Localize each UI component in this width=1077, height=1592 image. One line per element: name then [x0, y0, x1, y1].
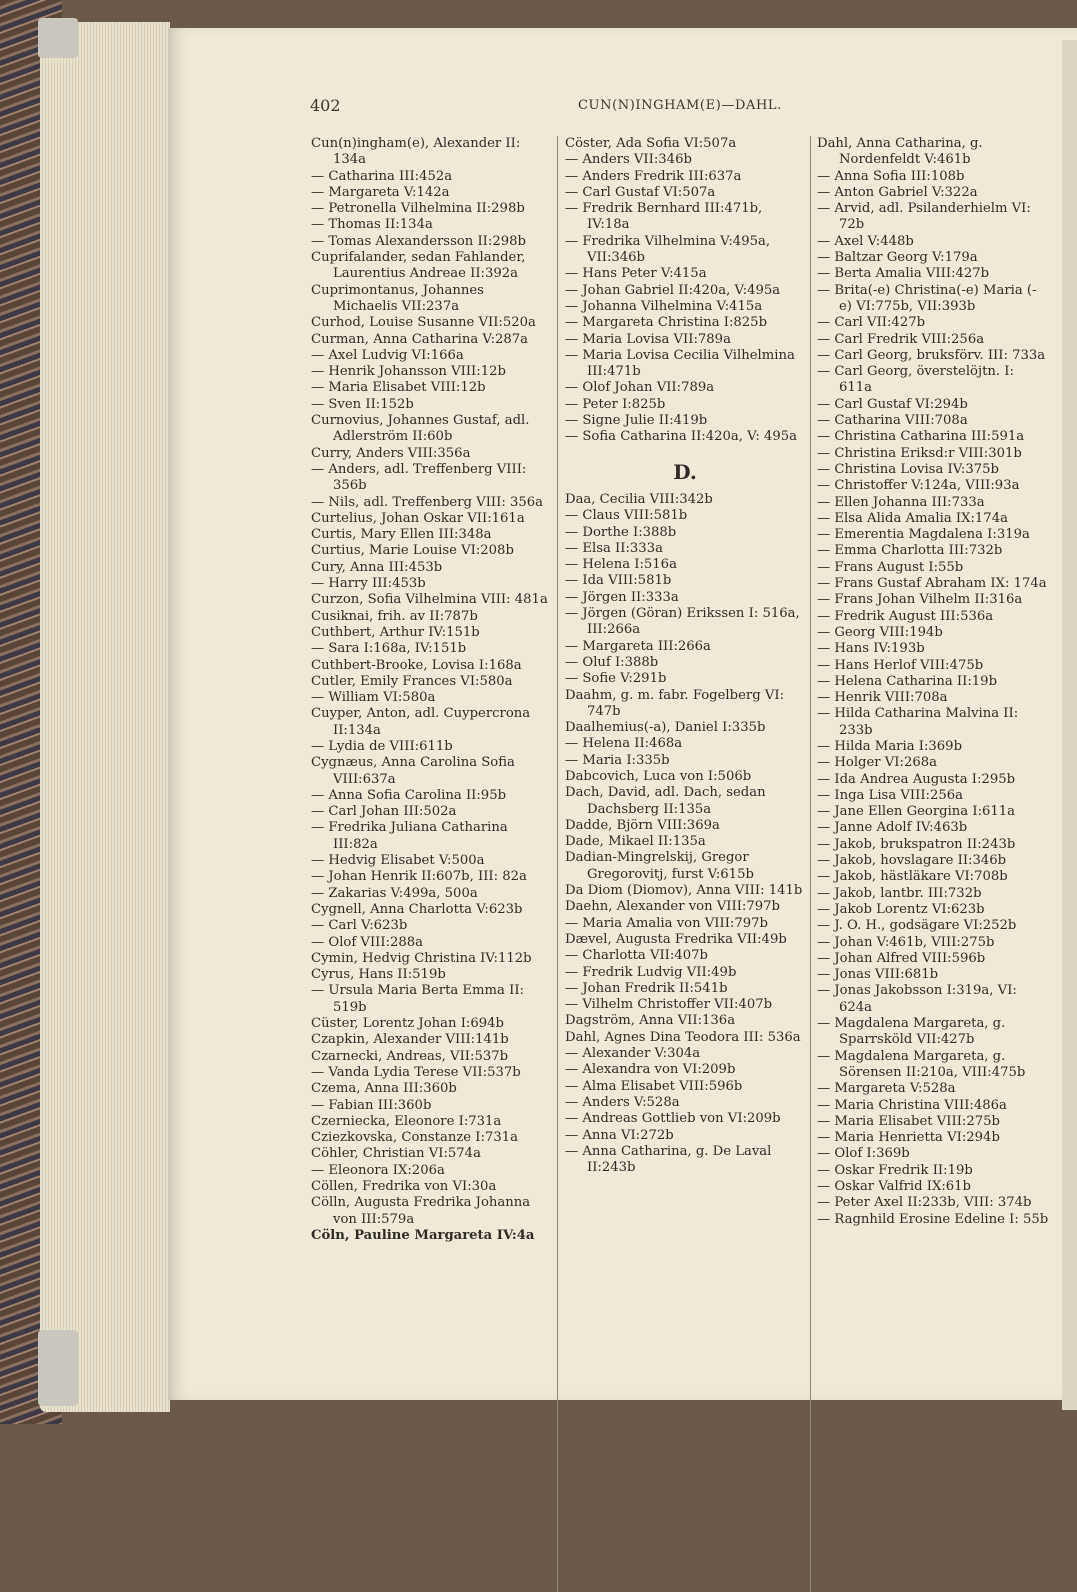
index-entry: Cutler, Emily Frances VI:580a	[311, 673, 513, 689]
index-entry: Cuthbert-Brooke, Lovisa I:168a	[311, 657, 522, 673]
index-entry: — Maria Amalia von VIII:797b	[565, 915, 768, 931]
index-entry: — Sofia Catharina II:420a, V: 495a	[565, 429, 798, 445]
index-entry: Cymin, Hedvig Christina IV:112b	[311, 950, 532, 966]
index-entry: Curman, Anna Catharina V:287a	[311, 331, 529, 347]
index-entry: — Hedvig Elisabet V:500a	[311, 853, 485, 869]
index-entry: — Helena I:516a	[565, 557, 677, 573]
index-entry: — Carl Fredrik VIII:256a	[817, 331, 985, 347]
index-entry: — Elsa Alida Amalia IX:174a	[817, 510, 1008, 526]
index-entry: — Elsa II:333a	[565, 540, 663, 556]
index-entry: Daa, Cecilia VIII:342b	[565, 491, 713, 507]
index-entry: — Jakob, hovslagare II:346b	[817, 853, 1007, 869]
index-entry: — Ellen Johanna III:733a	[817, 494, 985, 510]
index-entry: — Maria I:335b	[565, 752, 670, 768]
index-entry: — Magdalena Margareta, g. Sörensen II:210a, VIII:475b	[817, 1048, 1026, 1080]
index-entry: — Jonas Jakobsson I:319a, VI: 624a	[817, 983, 1017, 1015]
index-entry: Cuyper, Anton, adl. Cuypercrona II:134a	[311, 706, 531, 738]
index-entry: Dabcovich, Luca von I:506b	[565, 768, 752, 784]
index-entry: — Carl Gustaf VI:294b	[817, 396, 968, 412]
index-entry: — Brita(-e) Christina(-e) Maria (-e) VI:775b, VII:393b	[817, 282, 1037, 314]
index-entry: Cusiknai, frih. av II:787b	[311, 608, 478, 624]
index-entry: Cöln, Pauline Margareta IV:4a	[311, 1227, 535, 1243]
index-entry: — Oskar Fredrik II:19b	[817, 1162, 973, 1178]
index-entry: — Margareta V:142a	[311, 184, 450, 200]
index-entry: — Axel Ludvig VI:166a	[311, 347, 464, 363]
index-entry: — Anders V:528a	[565, 1094, 680, 1110]
index-entry: — Maria Christina VIII:486a	[817, 1097, 1007, 1113]
index-entry: — Frans Johan Vilhelm II:316a	[817, 592, 1023, 608]
index-entry: Curhod, Louise Susanne VII:520a	[311, 315, 536, 331]
index-entry: — Nils, adl. Treffenberg VIII: 356a	[311, 494, 543, 510]
index-entry: — Maria Elisabet VIII:275b	[817, 1113, 1000, 1129]
index-entry: — Arvid, adl. Psilanderhielm VI: 72b	[817, 201, 1031, 233]
index-entry: — Signe Julie II:419b	[565, 413, 708, 429]
index-entry: — Fredrik Ludvig VII:49b	[565, 964, 737, 980]
index-entry: Daehn, Alexander von VIII:797b	[565, 899, 780, 915]
index-entry: Cury, Anna III:453b	[311, 559, 443, 575]
index-entry: — Lydia de VIII:611b	[311, 738, 453, 754]
index-entry: — Johan Henrik II:607b, III: 82a	[311, 869, 527, 885]
index-entry: Cun(n)ingham(e), Alexander II: 134a	[311, 136, 521, 168]
index-entry: — Jakob Lorentz VI:623b	[817, 901, 985, 917]
index-entry: Cöllen, Fredrika von VI:30a	[311, 1179, 497, 1194]
index-entry: — Ursula Maria Berta Emma II: 519b	[311, 983, 524, 1015]
index-entry: — Oskar Valfrid IX:61b	[817, 1179, 971, 1194]
index-entry: — Jakob, lantbr. III:732b	[817, 885, 982, 901]
index-entry: Cygnell, Anna Charlotta V:623b	[311, 901, 523, 917]
index-entry: — Anders Fredrik III:637a	[565, 168, 742, 184]
index-entry: — Sofie V:291b	[565, 671, 667, 687]
index-entry: — Anna Sofia Carolina II:95b	[311, 787, 507, 803]
index-entry: — Carl VII:427b	[817, 315, 926, 331]
index-entry: Dævel, Augusta Fredrika VII:49b	[565, 931, 787, 947]
index-entry: Czema, Anna III:360b	[311, 1081, 457, 1097]
index-column-1	[311, 136, 551, 1244]
binding-corner-top	[38, 18, 78, 58]
index-entry: — Maria Lovisa Cecilia Vilhelmina III:471b	[565, 347, 795, 380]
index-entry: Dach, David, adl. Dach, sedan Dachsberg II:135a	[565, 785, 766, 817]
index-entry: Dahl, Agnes Dina Teodora III: 536a	[565, 1029, 801, 1045]
index-entry: — Fredrika Vilhelmina V:495a, VII:346b	[565, 233, 771, 266]
running-head: CUN(N)INGHAM(E)—DAHL.	[578, 98, 782, 113]
index-entry: — Fredrik Bernhard III:471b, IV:18a	[565, 201, 763, 233]
index-entry: — Magdalena Margareta, g. Sparrsköld VII:427b	[817, 1016, 1006, 1048]
index-entry: — Carl Gustaf VI:507a	[565, 184, 716, 200]
index-entry: Da Diom (Diomov), Anna VIII: 141b	[565, 883, 803, 899]
index-entry: Cuprifalander, sedan Fahlander, Laurentius Andreae II:392a	[311, 250, 526, 282]
index-entry: — Margareta V:528a	[817, 1081, 956, 1097]
index-entry: — Tomas Alexandersson II:298b	[311, 233, 526, 249]
index-entry: Curry, Anders VIII:356a	[311, 445, 471, 461]
page-number: 402	[310, 96, 341, 115]
index-entry: — Carl Georg, överstelöjtn. I: 611a	[817, 364, 1014, 396]
index-entry: — Margareta Christina I:825b	[565, 315, 768, 331]
index-entry: — Johan Gabriel II:420a, V:495a	[565, 282, 781, 298]
index-entry: — Jörgen II:333a	[565, 589, 679, 605]
index-entry: — Jakob, brukspatron II:243b	[817, 836, 1016, 852]
index-entry: — Janne Adolf IV:463b	[817, 820, 968, 836]
index-entry: — Emerentia Magdalena I:319a	[817, 527, 1030, 543]
index-entry: — Maria Lovisa VII:789a	[565, 331, 731, 347]
index-entry: — Ida VIII:581b	[565, 573, 672, 589]
index-entry: — Jonas VIII:681b	[817, 967, 939, 983]
index-entry: — Hans Peter V:415a	[565, 266, 707, 282]
index-entry: — Johan V:461b, VIII:275b	[817, 934, 995, 950]
index-entry: — Baltzar Georg V:179a	[817, 250, 978, 266]
index-column-2-top	[565, 136, 805, 446]
index-column-2	[565, 136, 805, 1176]
index-entry: — Henrik VIII:708a	[817, 690, 948, 706]
index-entry: Curzon, Sofia Vilhelmina VIII: 481a	[311, 592, 548, 608]
index-entry: — Jakob, hästläkare VI:708b	[817, 869, 1008, 885]
page-edges	[40, 22, 170, 1412]
index-entry: — Jörgen (Göran) Erikssen I: 516a, III:266a	[565, 606, 800, 638]
index-entry: — Johanna Vilhelmina V:415a	[565, 298, 763, 314]
index-entry: Curtius, Marie Louise VI:208b	[311, 543, 514, 559]
index-entry: Cygnæus, Anna Carolina Sofia VIII:637a	[311, 755, 515, 787]
index-entry: — Christoffer V:124a, VIII:93a	[817, 478, 1020, 494]
index-entry: — Olof VIII:288a	[311, 934, 424, 950]
facing-page-edge	[1062, 40, 1077, 1410]
index-entry: — Zakarias V:499a, 500a	[311, 885, 478, 901]
index-entry: Dahl, Anna Catharina, g. Nordenfeldt V:461b	[817, 136, 983, 168]
index-entry: Daalhemius(-a), Daniel I:335b	[565, 720, 766, 736]
section-letter: D.	[673, 459, 697, 484]
index-entry: — Jane Ellen Georgina I:611a	[817, 804, 1016, 820]
index-entry: — Carl Johan III:502a	[311, 804, 457, 820]
binding-corner-bottom	[38, 1330, 78, 1406]
index-entry: — J. O. H., godsägare VI:252b	[817, 918, 1017, 934]
index-entry: — Carl V:623b	[311, 918, 408, 934]
index-entry: — Fabian III:360b	[311, 1097, 432, 1113]
index-entry: Cöhler, Christian VI:574a	[311, 1146, 481, 1162]
index-entry: — Berta Amalia VIII:427b	[817, 266, 990, 282]
index-entry: Curtis, Mary Ellen III:348a	[311, 527, 492, 543]
index-entry: — Hans Herlof VIII:475b	[817, 657, 984, 673]
index-entry: — Ida Andrea Augusta I:295b	[817, 771, 1016, 787]
index-entry: Dadian-Mingrelskij, Gregor Gregorovitj, furst V:615b	[565, 850, 754, 882]
index-entry: Cüster, Lorentz Johan I:694b	[311, 1016, 504, 1032]
index-entry: — Vanda Lydia Terese VII:537b	[311, 1064, 521, 1080]
index-entry: — Hilda Catharina Malvina II: 233b	[817, 706, 1019, 738]
index-entry: — Harry III:453b	[311, 576, 426, 592]
index-entry: — Ragnhild Erosine Edeline I: 55b	[817, 1211, 1049, 1227]
index-entry: — Fredrika Juliana Catharina III:82a	[311, 820, 508, 852]
index-entry: — Hans IV:193b	[817, 641, 925, 657]
index-entry: — Georg VIII:194b	[817, 624, 943, 640]
index-entry: — William VI:580a	[311, 690, 436, 706]
index-entry: — Hilda Maria I:369b	[817, 738, 963, 754]
index-entry: — Anna VI:272b	[565, 1127, 674, 1143]
index-entry: — Christina Lovisa IV:375b	[817, 461, 999, 477]
index-entry: Dadde, Björn VIII:369a	[565, 817, 720, 833]
index-entry: Cyrus, Hans II:519b	[311, 967, 446, 983]
index-entry: — Anna Sofia III:108b	[817, 168, 965, 184]
index-column-2-bottom	[565, 492, 805, 1176]
index-entry: — Johan Alfred VIII:596b	[817, 950, 986, 966]
index-entry: Cölln, Augusta Fredrika Johanna von III:579a	[311, 1195, 531, 1227]
index-entry: — Peter Axel II:233b, VIII: 374b	[817, 1195, 1032, 1211]
index-entry: Cziezkovska, Constanze I:731a	[311, 1130, 518, 1146]
index-entry: — Olof Johan VII:789a	[565, 380, 715, 396]
index-entry: — Alexandra von VI:209b	[565, 1062, 736, 1078]
column-rule	[557, 136, 558, 1592]
index-entry: Curnovius, Johannes Gustaf, adl. Adlerström II:60b	[311, 413, 530, 445]
index-entry: Dagström, Anna VII:136a	[565, 1013, 736, 1029]
column-rule	[810, 136, 811, 1592]
index-entry: — Holger VI:268a	[817, 755, 937, 771]
index-entry: — Frans Gustaf Abraham IX: 174a	[817, 576, 1047, 592]
index-entry: — Carl Georg, bruksförv. III: 733a	[817, 347, 1046, 363]
index-entry: — Henrik Johansson VIII:12b	[311, 364, 506, 380]
index-entry: — Vilhelm Christoffer VII:407b	[565, 997, 773, 1013]
index-entry: Cöster, Ada Sofia VI:507a	[565, 136, 737, 151]
index-entry: Curtelius, Johan Oskar VII:161a	[311, 510, 525, 526]
index-entry: — Olof I:369b	[817, 1146, 910, 1162]
index-entry: Daahm, g. m. fabr. Fogelberg VI: 747b	[565, 687, 785, 719]
index-entry: — Peter I:825b	[565, 396, 666, 412]
index-entry: — Frans August I:55b	[817, 559, 964, 575]
index-entry: Cuprimontanus, Johannes Michaelis VII:237a	[311, 282, 484, 314]
index-entry: — Christina Eriksd:r VIII:301b	[817, 445, 1022, 461]
index-entry: Dade, Mikael II:135a	[565, 834, 706, 850]
index-entry: — Axel V:448b	[817, 233, 914, 249]
index-entry: — Oluf I:388b	[565, 654, 659, 670]
index-entry: — Anders VII:346b	[565, 152, 692, 168]
index-entry: — Christina Catharina III:591a	[817, 429, 1025, 445]
index-entry: — Catharina VIII:708a	[817, 413, 968, 429]
index-entry: — Maria Henrietta VI:294b	[817, 1130, 1000, 1146]
index-entry: — Maria Elisabet VIII:12b	[311, 380, 486, 396]
index-entry: — Fredrik August III:536a	[817, 608, 994, 624]
index-entry: — Alma Elisabet VIII:596b	[565, 1078, 743, 1094]
index-entry: — Helena Catharina II:19b	[817, 673, 998, 689]
index-entry: Cuthbert, Arthur IV:151b	[311, 624, 480, 640]
index-entry: — Anders, adl. Treffenberg VIII: 356b	[311, 461, 527, 494]
index-entry: — Charlotta VII:407b	[565, 948, 708, 964]
index-entry: — Eleonora IX:206a	[311, 1162, 445, 1178]
index-entry: — Inga Lisa VIII:256a	[817, 787, 964, 803]
index-column-3	[817, 136, 1049, 1228]
index-entry: Czerniecka, Eleonore I:731a	[311, 1113, 502, 1129]
index-entry: — Catharina III:452a	[311, 168, 453, 184]
index-entry: — Helena II:468a	[565, 736, 683, 752]
index-entry: — Andreas Gottlieb von VI:209b	[565, 1111, 781, 1127]
index-entry: — Dorthe I:388b	[565, 524, 677, 540]
index-entry: Czarnecki, Andreas, VII:537b	[311, 1048, 509, 1064]
index-entry: — Johan Fredrik II:541b	[565, 980, 728, 996]
index-entry: — Margareta III:266a	[565, 638, 711, 654]
index-entry: — Claus VIII:581b	[565, 508, 688, 524]
index-entry: — Sven II:152b	[311, 396, 414, 412]
index-entry: — Thomas II:134a	[311, 217, 433, 233]
index-entry: Czapkin, Alexander VIII:141b	[311, 1032, 509, 1048]
index-entry: — Emma Charlotta III:732b	[817, 543, 1003, 559]
page-header	[310, 96, 1050, 120]
index-entry: — Anna Catharina, g. De Laval II:243b	[565, 1143, 772, 1176]
index-entry: — Sara I:168a, IV:151b	[311, 641, 467, 657]
index-entry: — Petronella Vilhelmina II:298b	[311, 201, 525, 217]
index-entry: — Alexander V:304a	[565, 1046, 701, 1062]
index-entry: — Anton Gabriel V:322a	[817, 184, 978, 200]
